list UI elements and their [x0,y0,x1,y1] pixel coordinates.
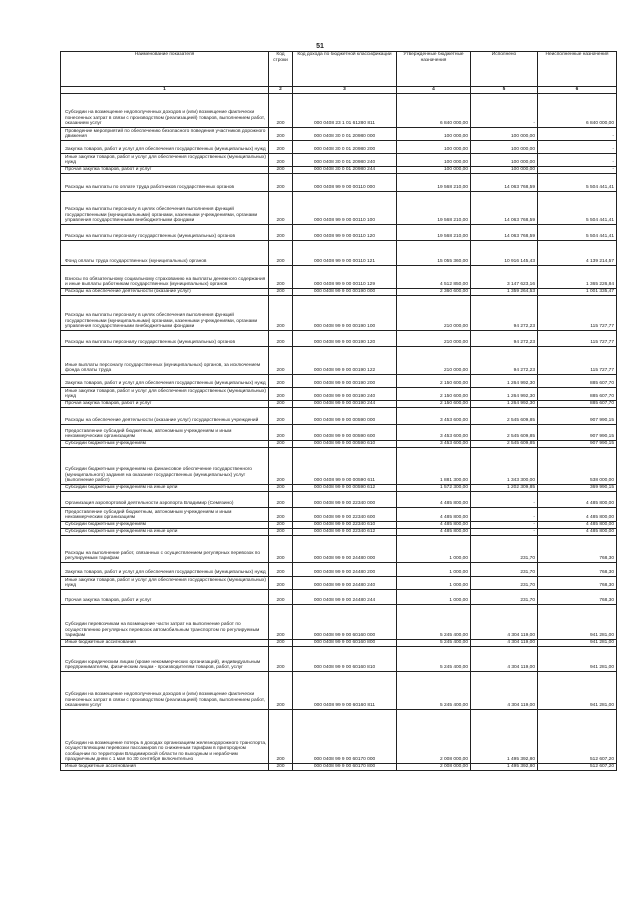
row-line-code: 200 [269,174,293,192]
row-name: Прочая закупка товаров, работ и услуг [61,167,269,174]
row-name: Закупка товаров, работ и услуг для обеспечения государственных (муниципальных) нужд [61,141,269,154]
table-row [61,672,617,710]
row-name: Субсидии юридическим лицам (кроме некоммерческих организаций), индивидуальным предпринимателям, физическим лицам - производителям товаров, работ, услуг [61,647,269,672]
row-approved: 5 245 400,00 [397,647,471,672]
row-executed: 10 916 145,43 [471,241,538,266]
header-name: Наименование показателя [61,52,269,87]
row-name: Субсидии бюджетным учреждениям [61,522,269,529]
row-executed: 3 147 623,16 [471,266,538,289]
row-income-code: 000 0408 99 9 00 00590 611 [293,448,397,485]
row-income-code: 000 0408 99 9 00 60160 800 [293,640,397,647]
row-unexecuted: 4 139 214,57 [538,241,617,266]
table-row [61,605,617,640]
row-approved: 1 000,00 [397,590,471,605]
header-unexecuted: Неисполненные назначения [538,52,617,87]
row-line-code: 200 [269,492,293,508]
row-executed: 1 495 392,80 [471,710,538,764]
row-income-code: 000 0408 30 0 01 20980 244 [293,167,397,174]
table-row [61,764,617,771]
row-name: Иные бюджетные ассигнования [61,640,269,647]
row-income-code: 000 0408 99 9 00 22340 612 [293,529,397,536]
row-executed: - [471,94,538,128]
row-executed: 100 000,00 [471,167,538,174]
row-line-code: 200 [269,94,293,128]
row-line-code: 200 [269,590,293,605]
row-name: Прочая закупка товаров, работ и услуг [61,401,269,408]
row-unexecuted: 115 727,77 [538,296,617,331]
row-name: Субсидии на возмещение недополученных доходов и (или) возмещение фактически понесенных затрат в связи с производством (реализацией) товаров, выполнением работ, оказанием услуг [61,672,269,710]
row-line-code: 200 [269,522,293,529]
row-approved: 15 055 360,00 [397,241,471,266]
column-number: 4 [397,87,471,94]
header-income-code: Код дохода по бюджетной классификации [293,52,397,87]
row-unexecuted: 5 504 441,41 [538,225,617,241]
row-approved: 100 000,00 [397,128,471,141]
row-executed: 100 000,00 [471,128,538,141]
table-row [61,441,617,448]
row-unexecuted: - [538,128,617,141]
row-income-code: 000 0408 99 9 00 00190 200 [293,375,397,388]
row-approved: 4 485 800,00 [397,522,471,529]
table-row [61,266,617,289]
row-name: Расходы на выплаты персоналу государственных (муниципальных) органов [61,331,269,347]
row-income-code: 000 0408 99 9 00 00110 121 [293,241,397,266]
row-income-code: 000 0408 99 9 00 22340 000 [293,492,397,508]
row-income-code: 000 0408 99 9 00 24480 244 [293,590,397,605]
row-name: Предоставление субсидий бюджетным, автономным учреждениям и иным некоммерческим организациям [61,425,269,441]
row-approved: 210 000,00 [397,347,471,375]
row-line-code: 200 [269,388,293,401]
table-row [61,174,617,192]
row-approved: 210 000,00 [397,331,471,347]
row-line-code: 200 [269,347,293,375]
row-line-code: 200 [269,425,293,441]
row-approved: 1 000,00 [397,536,471,563]
table-row [61,640,617,647]
row-line-code: 200 [269,296,293,331]
row-unexecuted: 115 727,77 [538,331,617,347]
row-line-code: 200 [269,508,293,522]
row-line-code: 200 [269,141,293,154]
row-name: Субсидии на возмещение недополученных доходов и (или) возмещение фактически понесенных затрат в связи с производством (реализацией) товаров, выполнением работ, оказанием услуг [61,94,269,128]
row-income-code: 000 0408 99 9 00 00590 600 [293,425,397,441]
row-unexecuted: 768,30 [538,536,617,563]
row-approved: 4 485 800,00 [397,529,471,536]
row-income-code: 000 0408 99 9 00 00110 129 [293,266,397,289]
row-name: Расходы на выполнение работ, связанных с осуществлением регулярных перевозок по регулируемым тарифам [61,536,269,563]
row-line-code: 200 [269,331,293,347]
row-unexecuted: 907 990,15 [538,425,617,441]
row-executed: 1 343 300,00 [471,448,538,485]
row-unexecuted: 6 840 000,00 [538,94,617,128]
row-name: Закупка товаров, работ и услуг для обеспечения государственных (муниципальных) нужд [61,375,269,388]
table-row [61,192,617,225]
row-name: Расходы на выплаты по оплате труда работников государственных органов [61,174,269,192]
row-line-code: 200 [269,128,293,141]
table-row [61,522,617,529]
table-row [61,289,617,296]
row-approved: 3 453 600,00 [397,441,471,448]
row-income-code: 000 0408 99 9 00 00190 122 [293,347,397,375]
row-unexecuted: 941 281,00 [538,672,617,710]
row-approved: 2 008 000,00 [397,764,471,771]
row-income-code: 000 0408 99 9 00 60170 800 [293,764,397,771]
table-row [61,241,617,266]
row-unexecuted: 1 365 226,84 [538,266,617,289]
row-unexecuted: 885 607,70 [538,388,617,401]
row-executed: 14 063 768,59 [471,174,538,192]
row-income-code: 000 0408 99 9 00 00110 100 [293,192,397,225]
row-approved: 19 568 210,00 [397,225,471,241]
row-unexecuted: 4 485 800,00 [538,508,617,522]
row-name: Проведение мероприятий по обеспечению безопасного поведения участников дорожного движения [61,128,269,141]
table-row [61,388,617,401]
row-executed: 2 545 609,85 [471,441,538,448]
column-number: 2 [269,87,293,94]
row-line-code: 200 [269,441,293,448]
row-line-code: 200 [269,289,293,296]
table-row [61,408,617,425]
row-executed: 14 063 768,59 [471,192,538,225]
row-income-code: 000 0408 30 0 01 20980 000 [293,128,397,141]
row-executed: 14 063 768,59 [471,225,538,241]
row-executed: 1 264 992,30 [471,375,538,388]
table-row [61,710,617,764]
row-income-code: 000 0408 99 9 00 24480 200 [293,563,397,577]
row-income-code: 000 0408 99 9 00 00110 120 [293,225,397,241]
row-income-code: 000 0408 99 9 00 00190 240 [293,388,397,401]
row-unexecuted: 369 990,15 [538,485,617,492]
row-line-code: 200 [269,266,293,289]
row-executed: 4 304 119,00 [471,640,538,647]
row-unexecuted: 5 504 441,41 [538,174,617,192]
row-income-code: 000 0408 99 9 00 00590 000 [293,408,397,425]
row-line-code: 200 [269,192,293,225]
table-row [61,94,617,128]
row-unexecuted: - [538,141,617,154]
row-name: Расходы на обеспечение деятельности (оказание услуг) государственных учреждений [61,408,269,425]
row-executed: - [471,522,538,529]
row-approved: 1 000,00 [397,563,471,577]
row-approved: 1 572 300,00 [397,485,471,492]
row-unexecuted: 885 607,70 [538,401,617,408]
row-executed: 94 272,23 [471,296,538,331]
column-number-row [61,87,617,94]
row-approved: 4 512 850,00 [397,266,471,289]
row-income-code: 000 0408 99 9 00 00590 610 [293,441,397,448]
row-unexecuted: 5 504 441,41 [538,192,617,225]
table-row [61,296,617,331]
row-approved: 2 150 600,00 [397,375,471,388]
row-name: Прочая закупка товаров, работ и услуг [61,590,269,605]
row-executed: 100 000,00 [471,141,538,154]
page-number: 51 [316,43,324,50]
row-name: Предоставление субсидий бюджетным, автономным учреждениям и иным некоммерческим организациям [61,508,269,522]
row-income-code: 000 0408 99 9 00 00190 244 [293,401,397,408]
table-row [61,141,617,154]
row-approved: 1 000,00 [397,577,471,590]
table-row [61,590,617,605]
row-executed: 94 272,23 [471,331,538,347]
table-row [61,647,617,672]
row-executed: 1 359 264,53 [471,289,538,296]
row-line-code: 200 [269,577,293,590]
table-row [61,331,617,347]
row-name: Расходы на обеспечение деятельности (оказание услуг) [61,289,269,296]
row-line-code: 200 [269,408,293,425]
row-unexecuted: 4 485 800,00 [538,492,617,508]
row-unexecuted: 1 001 335,47 [538,289,617,296]
row-executed: 2 545 609,85 [471,408,538,425]
budget-table [60,51,617,771]
row-approved: 210 000,00 [397,296,471,331]
row-line-code: 200 [269,710,293,764]
row-unexecuted: 768,30 [538,590,617,605]
row-approved: 2 360 600,00 [397,289,471,296]
row-name: Субсидии перевозчикам на возмещение части затрат на выполнение работ по осуществлению регулярных перевозок автомобильным транспортом по регулируемым тарифам [61,605,269,640]
row-approved: 19 568 210,00 [397,174,471,192]
row-unexecuted: 512 607,20 [538,710,617,764]
table-row [61,401,617,408]
table-row [61,425,617,441]
row-unexecuted: 4 485 800,00 [538,522,617,529]
row-name: Иные закупки товаров, работ и услуг для обеспечения государственных (муниципальных) нужд [61,388,269,401]
row-approved: 19 568 210,00 [397,192,471,225]
row-executed: 100 000,00 [471,154,538,167]
row-name: Субсидии на возмещение потерь в доходах организациям железнодорожного транспорта, осуществляющим перевозки пассажиров по сниженным тарифам в пригородном сообщении по территории Владимирской области по выходным и нерабочим праздничным дням с 1 мая по 30 сентября включительно [61,710,269,764]
row-approved: 2 150 600,00 [397,401,471,408]
row-approved: 100 000,00 [397,167,471,174]
row-executed: 1 495 392,80 [471,764,538,771]
row-unexecuted: 907 990,15 [538,441,617,448]
row-income-code: 000 0408 99 9 00 24480 240 [293,577,397,590]
row-name: Расходы на выплаты персоналу в целях обеспечения выполнения функций государственными (муниципальными) органами, казенными учреждениями, органами управления государственными внебюджетными фондами [61,296,269,331]
row-approved: 1 881 300,00 [397,448,471,485]
row-unexecuted: 768,30 [538,563,617,577]
table-row [61,485,617,492]
table-row [61,492,617,508]
row-name: Субсидии бюджетным учреждениям на иные цели [61,485,269,492]
row-executed: 2 545 609,85 [471,425,538,441]
row-approved: 5 245 400,00 [397,605,471,640]
row-name: Иные выплаты персоналу государственных (муниципальных) органов, за исключением фонда оплаты труда [61,347,269,375]
table-row [61,225,617,241]
row-unexecuted: 941 281,00 [538,647,617,672]
row-unexecuted: 115 727,77 [538,347,617,375]
row-approved: 4 485 800,00 [397,508,471,522]
row-name: Иные закупки товаров, работ и услуг для обеспечения государственных (муниципальных) нужд [61,577,269,590]
row-line-code: 200 [269,647,293,672]
row-line-code: 200 [269,640,293,647]
row-unexecuted: 907 990,15 [538,408,617,425]
row-line-code: 200 [269,154,293,167]
row-executed: - [471,508,538,522]
row-income-code: 000 0408 99 9 00 00190 100 [293,296,397,331]
row-income-code: 000 0408 99 9 00 00590 612 [293,485,397,492]
row-executed: 1 202 309,85 [471,485,538,492]
table-row [61,448,617,485]
row-line-code: 200 [269,529,293,536]
row-income-code: 000 0408 99 9 00 22340 610 [293,522,397,529]
row-name: Иные закупки товаров, работ и услуг для обеспечения государственных (муниципальных) нужд [61,154,269,167]
header-executed: Исполнено [471,52,538,87]
row-name: Фонд оплаты труда государственных (муниципальных) органов [61,241,269,266]
header-row [61,52,617,87]
row-name: Расходы на выплаты персоналу государственных (муниципальных) органов [61,225,269,241]
row-income-code: 000 0408 99 9 00 00190 120 [293,331,397,347]
row-income-code: 000 0408 99 9 00 60170 000 [293,710,397,764]
row-line-code: 200 [269,241,293,266]
row-income-code: 000 0408 99 9 00 60160 810 [293,647,397,672]
column-number: 1 [61,87,269,94]
row-line-code: 200 [269,375,293,388]
row-executed: 231,70 [471,590,538,605]
row-approved: 2 150 600,00 [397,388,471,401]
row-name: Организация аэропортовой деятельности аэропорта Владимир (Семязино) [61,492,269,508]
row-executed: 4 304 119,00 [471,605,538,640]
row-unexecuted: 512 607,20 [538,764,617,771]
row-unexecuted: 4 485 800,00 [538,529,617,536]
row-executed: 4 304 119,00 [471,647,538,672]
column-number: 5 [471,87,538,94]
row-income-code: 000 0408 23 1 01 61280 811 [293,94,397,128]
row-line-code: 200 [269,167,293,174]
row-executed: - [471,492,538,508]
row-line-code: 200 [269,536,293,563]
row-name: Взносы по обязательному социальному страхованию на выплаты денежного содержания и иные выплаты работникам государственных (муниципальных) органов [61,266,269,289]
table-row [61,577,617,590]
row-executed: 1 264 992,30 [471,401,538,408]
row-approved: 4 485 800,00 [397,492,471,508]
row-approved: 100 000,00 [397,154,471,167]
row-unexecuted: 538 000,00 [538,448,617,485]
row-approved: 5 245 400,00 [397,672,471,710]
row-unexecuted: - [538,167,617,174]
header-approved: Утвержденные бюджетные назначения [397,52,471,87]
row-line-code: 200 [269,485,293,492]
table-row [61,154,617,167]
row-name: Расходы на выплаты персоналу в целях обеспечения выполнения функций государственными (муниципальными) органами, казенными учреждениями, органами управления государственными внебюджетными фондами [61,192,269,225]
row-approved: 3 453 600,00 [397,408,471,425]
row-approved: 6 840 000,00 [397,94,471,128]
row-name: Субсидии бюджетным учреждениям на финансовое обеспечение государственного (муниципального) задания на оказание государственных (муниципальных) услуг (выполнение работ) [61,448,269,485]
row-income-code: 000 0408 99 9 00 22340 600 [293,508,397,522]
row-unexecuted: - [538,154,617,167]
row-income-code: 000 0408 99 9 00 00190 000 [293,289,397,296]
table-row [61,529,617,536]
row-executed: - [471,529,538,536]
row-line-code: 200 [269,605,293,640]
table-row [61,347,617,375]
row-executed: 231,70 [471,536,538,563]
row-approved: 2 008 000,00 [397,710,471,764]
row-line-code: 200 [269,401,293,408]
row-line-code: 200 [269,563,293,577]
header-line-code: Код строки [269,52,293,87]
row-unexecuted: 885 607,70 [538,375,617,388]
row-line-code: 200 [269,448,293,485]
row-income-code: 000 0408 99 9 00 60160 000 [293,605,397,640]
table-row [61,563,617,577]
row-executed: 4 304 119,00 [471,672,538,710]
row-name: Субсидии бюджетным учреждениям [61,441,269,448]
table-row [61,375,617,388]
table-row [61,508,617,522]
row-name: Субсидии бюджетным учреждениям на иные цели [61,529,269,536]
row-income-code: 000 0408 99 9 00 00110 000 [293,174,397,192]
row-line-code: 200 [269,225,293,241]
row-name: Закупка товаров, работ и услуг для обеспечения государственных (муниципальных) нужд [61,563,269,577]
row-executed: 231,70 [471,577,538,590]
row-unexecuted: 941 281,00 [538,605,617,640]
column-number: 6 [538,87,617,94]
table-row [61,167,617,174]
row-executed: 94 272,23 [471,347,538,375]
row-income-code: 000 0408 99 9 00 24480 000 [293,536,397,563]
row-unexecuted: 768,30 [538,577,617,590]
row-approved: 100 000,00 [397,141,471,154]
table-body [61,94,617,771]
row-income-code: 000 0408 30 0 01 20980 240 [293,154,397,167]
row-name: Иные бюджетные ассигнования [61,764,269,771]
table-row [61,536,617,563]
row-executed: 231,70 [471,563,538,577]
row-line-code: 200 [269,764,293,771]
row-income-code: 000 0408 99 9 00 60160 811 [293,672,397,710]
row-income-code: 000 0408 30 0 01 20980 200 [293,141,397,154]
row-approved: 5 245 400,00 [397,640,471,647]
row-executed: 1 264 992,30 [471,388,538,401]
row-line-code: 200 [269,672,293,710]
row-approved: 3 453 600,00 [397,425,471,441]
row-unexecuted: 941 281,00 [538,640,617,647]
column-number: 3 [293,87,397,94]
table-row [61,128,617,141]
